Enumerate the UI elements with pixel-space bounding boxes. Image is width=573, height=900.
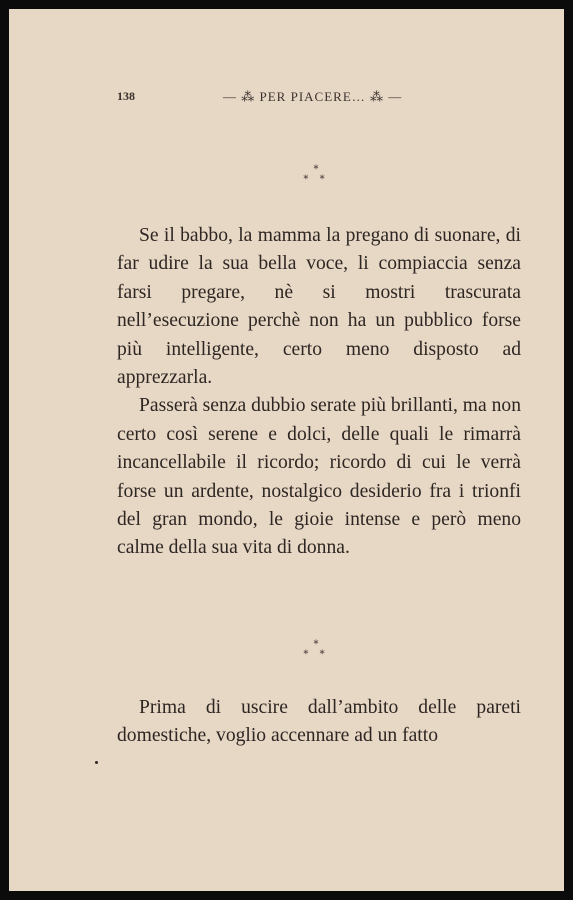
- text-block-2: [117, 694, 521, 751]
- section-ornament-top: [296, 165, 336, 191]
- page-header: [9, 89, 564, 109]
- book-page: [9, 9, 564, 891]
- page-number: 138: [117, 89, 135, 103]
- ink-speck: [95, 761, 98, 764]
- ornament-glyph-top: *: [313, 164, 319, 175]
- section-ornament-bottom: [296, 640, 336, 666]
- running-title: — ⁂ PER PIACERE… ⁂ —: [223, 89, 403, 104]
- ornament-glyph-bottom: * *: [303, 174, 329, 185]
- paragraph: Se il babbo, la mamma la pregano di suonare, di far udire la sua bella voce, li compiaccia senza farsi pregare, nè si mostri trascurata nell’esecuzione perchè non ha un pubblico forse più intelligente, certo meno disposto ad apprezzarla.: [117, 225, 521, 389]
- paragraph: Passerà senza dubbio serate più brillanti, ma non certo così serene e dolci, delle quali le rimarrà incancellabile il ricordo; ricordo di cui le verrà forse un ardente, nostalgico desiderio fra i trionfi del gran mondo, le gioie intense e però meno calme della sua vita di donna.: [117, 395, 521, 559]
- ornament-glyph-bottom: * *: [303, 649, 329, 660]
- text-block-1: [117, 222, 521, 563]
- ornament-glyph-top: *: [313, 639, 319, 650]
- paragraph: Prima di uscire dall’ambito delle pareti domestiche, voglio accennare ad un fatto: [117, 697, 521, 747]
